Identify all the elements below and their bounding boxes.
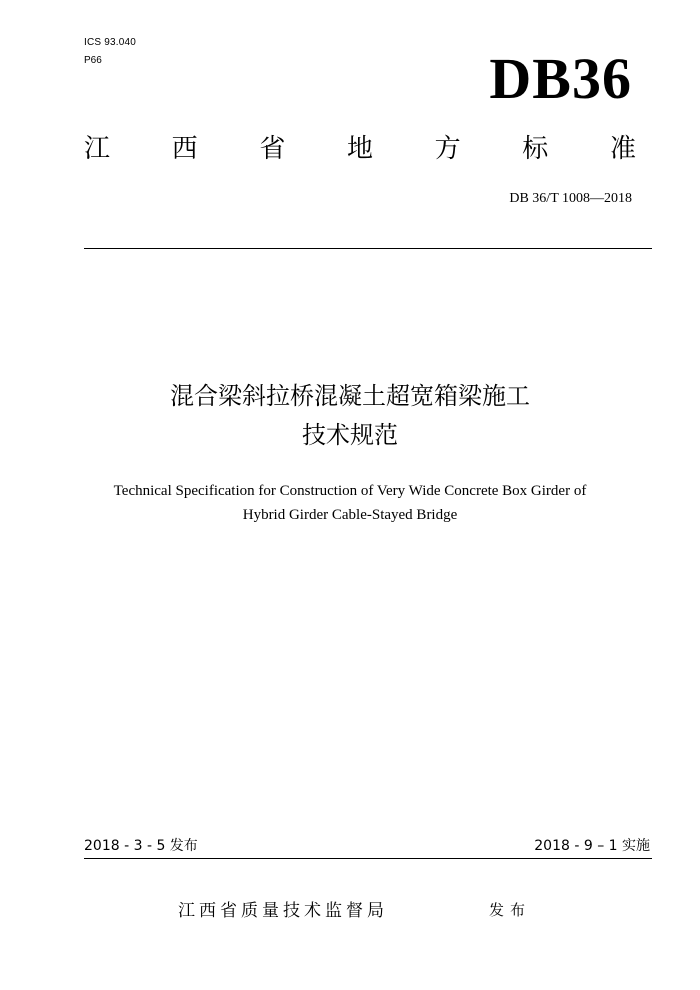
- classification-code: P66: [84, 55, 102, 66]
- implementation-date: 2018 - 9 – 1 实施: [534, 838, 650, 854]
- issue-label: 发布: [489, 901, 532, 919]
- title-english-line-1: Technical Specification for Construction of Very Wide Concrete Box Girder of: [113, 483, 587, 499]
- title-chinese-line-1: 混合梁斜拉桥混凝土超宽箱梁施工: [170, 382, 530, 410]
- title-english-line-2: Hybrid Girder Cable-Stayed Bridge: [242, 507, 458, 523]
- standard-type-char: 准: [609, 134, 636, 164]
- standard-type-char: 标: [522, 134, 549, 164]
- footer-divider: [84, 858, 652, 859]
- standard-code: DB 36/T 1008—2018: [509, 191, 632, 206]
- header-divider: [84, 248, 652, 249]
- ics-code: ICS 93.040: [84, 37, 137, 48]
- standard-type-char: 地: [346, 134, 373, 164]
- issue-date: 2018 - 3 - 5 发布: [84, 838, 198, 854]
- standard-type-char: 江: [84, 134, 111, 164]
- standard-type-char: 西: [171, 134, 198, 164]
- standard-type-char: 省: [259, 134, 286, 164]
- db36-logo: DB36: [489, 46, 632, 111]
- issuing-authority: 江西省质量技术监督局: [178, 901, 388, 921]
- standard-type-char: 方: [434, 134, 461, 164]
- title-chinese-line-2: 技术规范: [302, 421, 398, 449]
- standard-type: [84, 136, 636, 162]
